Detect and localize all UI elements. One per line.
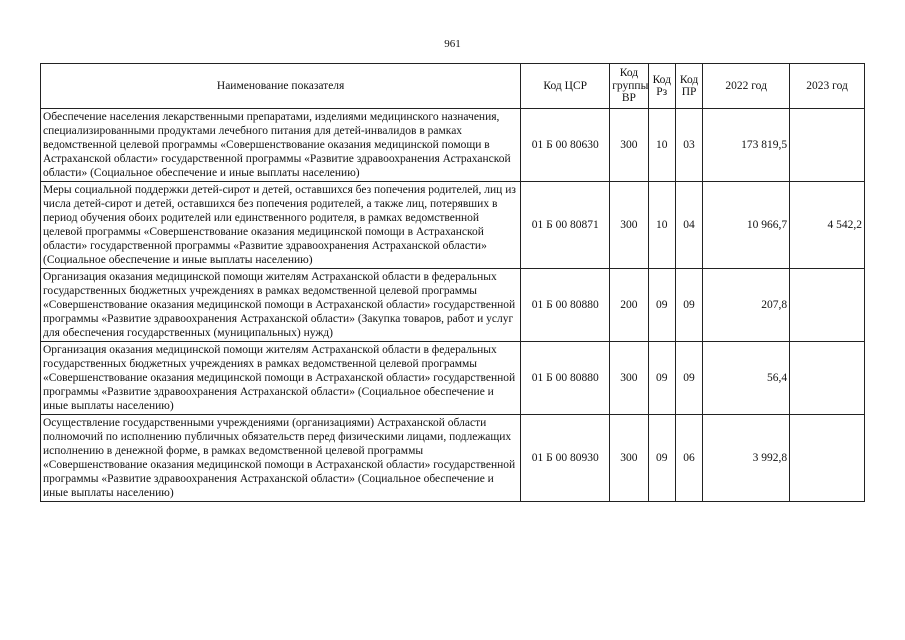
row-name: Меры социальной поддержки детей-сирот и детей, оставшихся без попечения родителей, лиц из числа детей-сирот и детей, оставшихся без попечения родителей, а также лиц, потерявших в период обучения обоих родителей или единственного родителя, в рамках ведомственной целевой программы «Совершенствование оказания медицинской помощи в Астраханской области» государственной программы «Развитие здравоохранения Астраханской области» (Социальное обеспечение и иные выплаты населению) bbox=[41, 182, 521, 269]
row-vr: 300 bbox=[610, 342, 648, 415]
row-2022: 10 966,7 bbox=[703, 182, 790, 269]
row-csr: 01 Б 00 80880 bbox=[521, 269, 610, 342]
row-2022: 207,8 bbox=[703, 269, 790, 342]
row-csr: 01 Б 00 80930 bbox=[521, 415, 610, 502]
row-rz: 09 bbox=[648, 415, 675, 502]
row-2023: 4 542,2 bbox=[790, 182, 865, 269]
row-name: Организация оказания медицинской помощи жителям Астраханской области в федеральных государственных бюджетных учреждениях в рамках ведомственной целевой программы «Совершенствование оказания медицинской помощи в Астраханской области» государственной программы «Развитие здравоохранения Астраханской области» (Закупка товаров, работ и услуг для обеспечения государственных (муниципальных) нужд) bbox=[41, 269, 521, 342]
row-rz: 09 bbox=[648, 342, 675, 415]
table-row bbox=[41, 182, 865, 269]
row-name: Организация оказания медицинской помощи жителям Астраханской области в федеральных государственных бюджетных учреждениях в рамках ведомственной целевой программы «Совершенствование оказания медицинской помощи в Астраханской области» государственной программы «Развитие здравоохранения Астраханской области» (Социальное обеспечение и иные выплаты населению) bbox=[41, 342, 521, 415]
row-csr: 01 Б 00 80871 bbox=[521, 182, 610, 269]
row-2022: 3 992,8 bbox=[703, 415, 790, 502]
row-name: Осуществление государственными учреждениями (организациями) Астраханской области полномочий по исполнению публичных обязательств перед физическими лицами, подлежащих исполнению в денежной форме, в рамках ведомственной целевой программы «Совершенствование оказания медицинской помощи в Астраханской области» государственной программы «Развитие здравоохранения Астраханской области» (Социальное обеспечение и иные выплаты населению) bbox=[41, 415, 521, 502]
row-csr: 01 Б 00 80630 bbox=[521, 109, 610, 182]
row-vr: 300 bbox=[610, 415, 648, 502]
table-row bbox=[41, 109, 865, 182]
row-vr: 300 bbox=[610, 109, 648, 182]
row-2023 bbox=[790, 342, 865, 415]
header-2022: 2022 год bbox=[703, 64, 790, 109]
row-rz: 10 bbox=[648, 109, 675, 182]
table-row bbox=[41, 269, 865, 342]
row-pr: 06 bbox=[675, 415, 702, 502]
header-csr: Код ЦСР bbox=[521, 64, 610, 109]
budget-table bbox=[40, 63, 865, 502]
table-row bbox=[41, 415, 865, 502]
header-pr: Код ПР bbox=[675, 64, 702, 109]
page-number: 961 bbox=[444, 38, 461, 50]
row-rz: 10 bbox=[648, 182, 675, 269]
row-vr: 300 bbox=[610, 182, 648, 269]
row-2023 bbox=[790, 415, 865, 502]
row-pr: 09 bbox=[675, 342, 702, 415]
row-pr: 03 bbox=[675, 109, 702, 182]
header-rz: Код Рз bbox=[648, 64, 675, 109]
table-row bbox=[41, 342, 865, 415]
row-rz: 09 bbox=[648, 269, 675, 342]
table-header-row bbox=[41, 64, 865, 109]
row-2023 bbox=[790, 109, 865, 182]
row-vr: 200 bbox=[610, 269, 648, 342]
header-2023: 2023 год bbox=[790, 64, 865, 109]
row-pr: 09 bbox=[675, 269, 702, 342]
row-2022: 173 819,5 bbox=[703, 109, 790, 182]
header-name: Наименование показателя bbox=[41, 64, 521, 109]
row-csr: 01 Б 00 80880 bbox=[521, 342, 610, 415]
row-pr: 04 bbox=[675, 182, 702, 269]
header-vr: Код группы ВР bbox=[610, 64, 648, 109]
row-name: Обеспечение населения лекарственными препаратами, изделиями медицинского назначения, специализированными продуктами лечебного питания для детей-инвалидов в рамках ведомственной целевой программы «Совершенствование оказания медицинской помощи в Астраханской области» государственной программы «Развитие здравоохранения Астраханской области» (Социальное обеспечение и иные выплаты населению) bbox=[41, 109, 521, 182]
row-2022: 56,4 bbox=[703, 342, 790, 415]
row-2023 bbox=[790, 269, 865, 342]
